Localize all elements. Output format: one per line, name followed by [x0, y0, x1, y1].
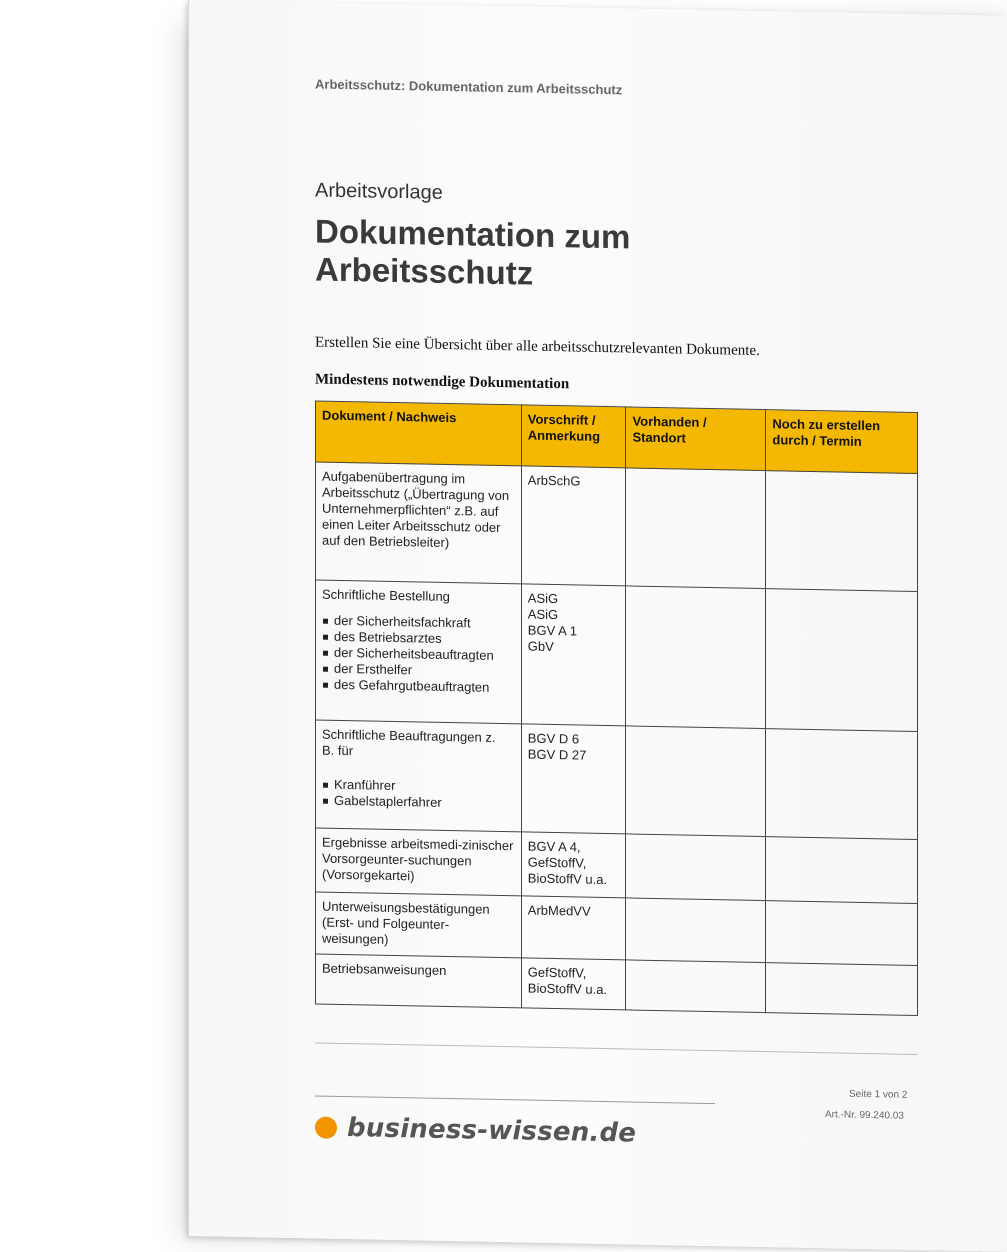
table-row — [316, 828, 918, 904]
list-item: des Betriebsarztes — [322, 629, 515, 649]
cell-available[interactable] — [626, 586, 766, 729]
page-number: Seite 1 von 2 — [849, 1088, 908, 1101]
footer-divider-2 — [315, 1095, 715, 1104]
page-title — [315, 212, 815, 298]
header-document: Dokument / Nachweis — [316, 401, 522, 466]
cell-document: Betriebsanweisungen — [316, 954, 522, 1008]
cell-regulation: BGV A 4, GefStoffV, BioStoffV u.a. — [521, 832, 626, 898]
list-item: der Sicherheitsbeauftragten — [322, 645, 515, 665]
article-number: Art.-Nr. 99.240.03 — [825, 1109, 904, 1122]
cell-document: Ergebnisse arbeitsmedi-zinischer Vorsorgeunter-suchungen (Vorsorgekartei) — [316, 828, 522, 896]
cell-document: Unterweisungsbestätigungen (Erst- und Folgeunter-weisungen) — [316, 892, 522, 958]
title-line-2: Arbeitsschutz — [315, 250, 534, 292]
list-item: der Sicherheitsfachkraft — [322, 613, 515, 633]
table-row — [316, 954, 918, 1016]
cell-to-create[interactable] — [766, 471, 918, 592]
intro-text: Erstellen Sie eine Übersicht über alle arbeitsschutzrelevanten Dokumente. — [315, 334, 760, 359]
cell-regulation: ASiG ASiG BGV A 1 GbV — [521, 584, 626, 726]
cell-document: Aufgabenübertragung im Arbeitsschutz („Übertragung von Unternehmerpflichten“ z.B. auf einen Leiter Arbeitsschutz oder auf den Betriebsleiter) — [316, 462, 522, 584]
document-page — [188, 0, 1007, 1252]
cell-available[interactable] — [626, 960, 766, 1013]
cell-document — [316, 720, 522, 832]
cell-regulation: GefStoffV, BioStoffV u.a. — [521, 958, 626, 1010]
list-item: Gabelstaplerfahrer — [322, 793, 515, 813]
breadcrumb: Arbeitsschutz: Dokumentation zum Arbeitsschutz — [315, 76, 623, 98]
cell-available[interactable] — [626, 834, 766, 901]
bullet-list — [322, 777, 515, 813]
logo-text: business-wissen.de — [347, 1113, 637, 1149]
cell-regulation: ArbSchG — [521, 466, 626, 586]
title-line-1: Dokumentation zum — [315, 212, 631, 256]
cell-document-label: Schriftliche Bestellung — [322, 586, 450, 605]
cell-to-create[interactable] — [766, 729, 918, 840]
cell-available[interactable] — [626, 898, 766, 963]
cell-to-create[interactable] — [766, 963, 918, 1016]
cell-document-label: Schriftliche Beauftragungen z. B. für — [322, 726, 496, 759]
table-row — [316, 462, 918, 592]
brand-logo — [315, 1112, 636, 1148]
cell-regulation: BGV D 6 BGV D 27 — [521, 724, 626, 834]
documentation-table — [315, 400, 918, 1016]
table-row — [316, 720, 918, 840]
footer-divider — [315, 1042, 918, 1055]
list-item: des Gefahrgutbeauftragten — [322, 677, 515, 697]
table-row — [316, 580, 918, 732]
bullet-list — [322, 613, 515, 697]
cell-regulation: ArbMedVV — [521, 896, 626, 960]
table-row — [316, 892, 918, 966]
cell-to-create[interactable] — [766, 589, 918, 732]
cell-to-create[interactable] — [766, 837, 918, 904]
header-available: Vorhanden / Standort — [626, 407, 766, 471]
header-to-create: Noch zu erstellen durch / Termin — [766, 410, 918, 474]
section-heading: Mindestens notwendige Dokumentation — [315, 371, 570, 393]
cell-to-create[interactable] — [766, 901, 918, 966]
logo-dot-icon — [315, 1116, 337, 1138]
list-item: Kranführer — [322, 777, 515, 797]
cell-document — [316, 580, 522, 724]
table-header-row — [316, 401, 918, 474]
list-item: der Ersthelfer — [322, 661, 515, 681]
cell-available[interactable] — [626, 726, 766, 837]
cell-available[interactable] — [626, 468, 766, 589]
document-subtitle: Arbeitsvorlage — [315, 179, 443, 204]
header-regulation: Vorschrift / Anmerkung — [521, 405, 626, 468]
